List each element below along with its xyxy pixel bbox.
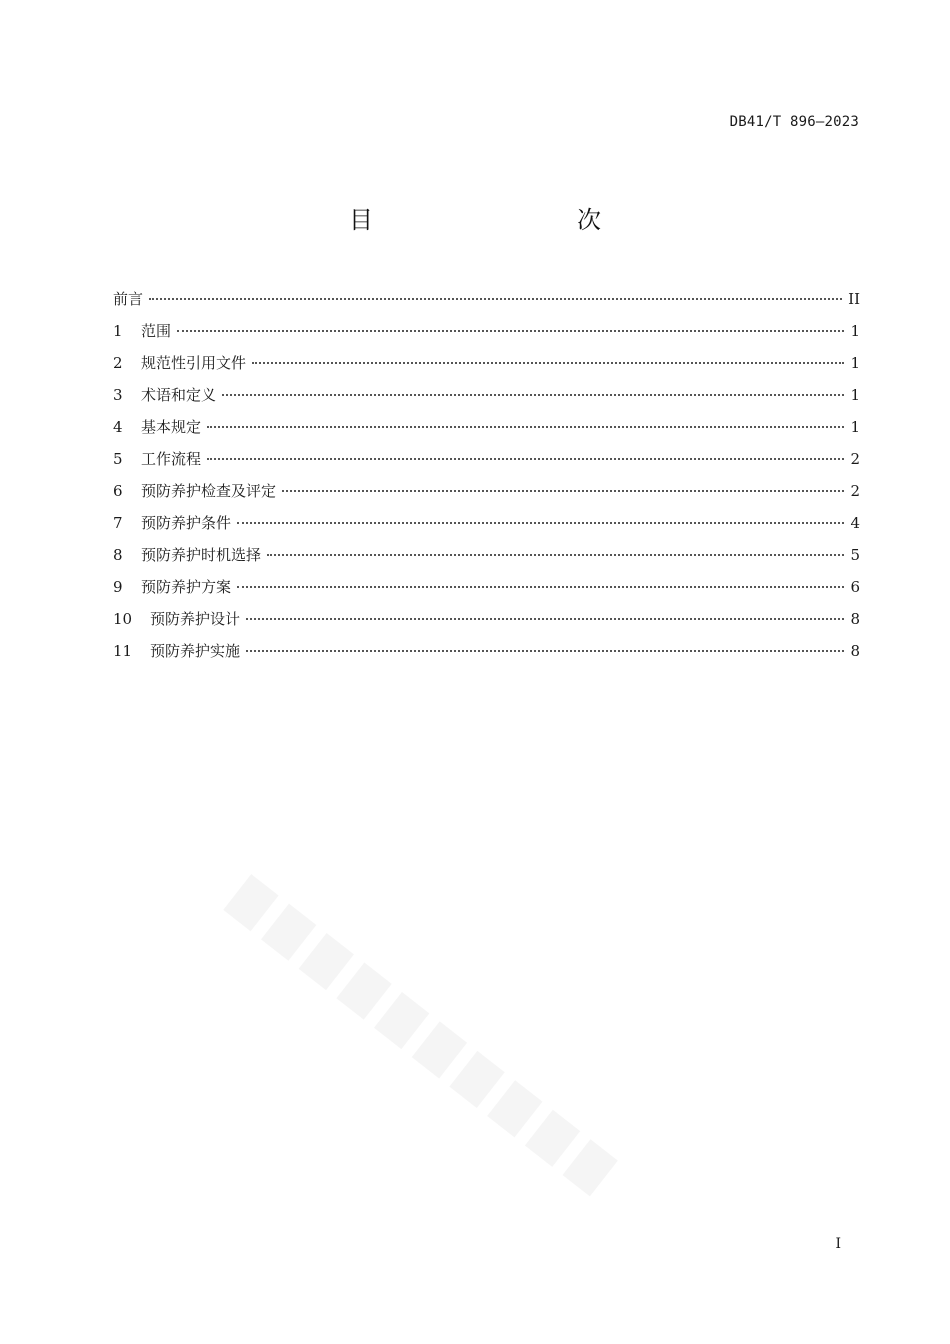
toc-entry-7[interactable]	[113, 511, 860, 543]
toc-entry-6[interactable]	[113, 479, 860, 511]
toc-entry-number: 2	[113, 354, 123, 372]
toc-entry-label: 前言	[113, 290, 144, 308]
toc-entry-label: 工作流程	[141, 450, 202, 468]
toc-entry-number: 7	[113, 514, 123, 532]
table-of-contents	[113, 287, 860, 671]
toc-entry-label: 基本规定	[141, 418, 202, 436]
toc-leader-dots	[149, 298, 842, 300]
toc-leader-dots	[207, 458, 844, 460]
toc-entry-8[interactable]	[113, 543, 860, 575]
toc-entry-number: 6	[113, 482, 123, 500]
toc-entry-page: 2	[850, 482, 860, 500]
toc-entry-label: 预防养护检查及评定	[141, 482, 277, 500]
toc-leader-dots	[177, 330, 844, 332]
toc-entry-9[interactable]	[113, 575, 860, 607]
toc-entry-page: 8	[850, 642, 860, 660]
toc-entry-label: 规范性引用文件	[141, 354, 247, 372]
toc-entry-page: II	[848, 290, 860, 308]
toc-leader-dots	[207, 426, 844, 428]
toc-entry-number: 1	[113, 322, 123, 340]
page-number: I	[835, 1236, 841, 1252]
toc-entry-label: 预防养护方案	[141, 578, 232, 596]
toc-entry-page: 2	[850, 450, 860, 468]
toc-entry-label: 预防养护实施	[150, 642, 241, 660]
toc-entry-page: 1	[850, 322, 860, 340]
toc-entry-10[interactable]	[113, 607, 860, 639]
toc-entry-label: 预防养护时机选择	[141, 546, 262, 564]
toc-entry-page: 1	[850, 418, 860, 436]
toc-entry-page: 5	[850, 546, 860, 564]
toc-entry-3[interactable]	[113, 383, 860, 415]
toc-entry-number: 3	[113, 386, 123, 404]
toc-leader-dots	[222, 394, 844, 396]
toc-entry-5[interactable]	[113, 447, 860, 479]
toc-entry-page: 1	[850, 386, 860, 404]
toc-leader-dots	[237, 586, 844, 588]
toc-entry-label: 预防养护设计	[150, 610, 241, 628]
toc-entry-page: 1	[850, 354, 860, 372]
toc-leader-dots	[282, 490, 844, 492]
standard-code: DB41/T 896—2023	[729, 114, 859, 130]
toc-leader-dots	[237, 522, 844, 524]
watermark: ▇▇▇▇▇▇▇▇▇▇	[223, 870, 632, 1205]
toc-title: 目 次	[349, 206, 653, 234]
toc-entry-page: 8	[850, 610, 860, 628]
toc-entry-4[interactable]	[113, 415, 860, 447]
toc-leader-dots	[252, 362, 844, 364]
toc-entry-foreword[interactable]	[113, 287, 860, 319]
toc-leader-dots	[246, 618, 844, 620]
toc-entry-page: 6	[850, 578, 860, 596]
toc-entry-11[interactable]	[113, 639, 860, 671]
toc-entry-label: 范围	[141, 322, 172, 340]
toc-entry-number: 11	[113, 642, 133, 660]
toc-entry-number: 5	[113, 450, 123, 468]
toc-entry-1[interactable]	[113, 319, 860, 351]
toc-entry-label: 术语和定义	[141, 386, 217, 404]
toc-leader-dots	[267, 554, 844, 556]
toc-entry-page: 4	[850, 514, 860, 532]
toc-leader-dots	[246, 650, 844, 652]
toc-entry-label: 预防养护条件	[141, 514, 232, 532]
toc-entry-2[interactable]	[113, 351, 860, 383]
toc-entry-number: 4	[113, 418, 123, 436]
toc-entry-number: 8	[113, 546, 123, 564]
toc-entry-number: 10	[113, 610, 133, 628]
toc-entry-number: 9	[113, 578, 123, 596]
